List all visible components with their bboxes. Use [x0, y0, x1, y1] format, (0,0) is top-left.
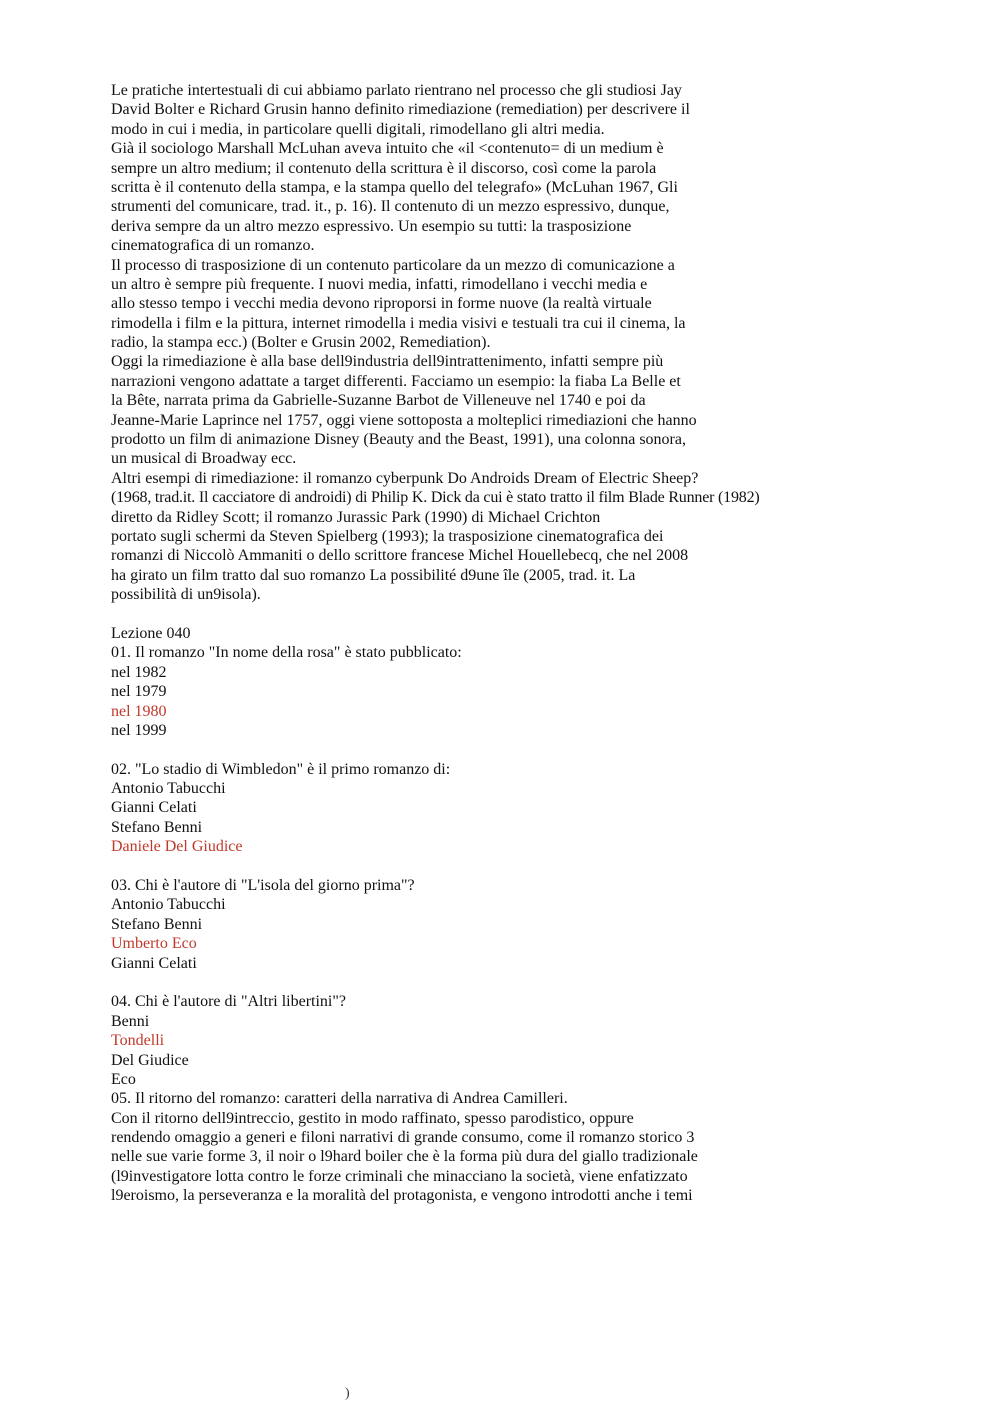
spacer — [111, 605, 760, 624]
intro-line: romanzi di Niccolò Ammaniti o dello scrittore francese Michel Houellebecq, che nel 2008 — [111, 547, 689, 565]
spacer — [111, 973, 760, 992]
answer-option: Eco — [111, 1070, 136, 1088]
answer-option: Del Giudice — [111, 1051, 189, 1069]
answer-line: l9eroismo, la perseveranza e la moralità del protagonista, e vengono introdotti anche i temi — [111, 1187, 693, 1205]
intro-line: Il processo di trasposizione di un contenuto particolare da un mezzo di comunicazione a — [111, 256, 675, 274]
answer-line: nelle sue varie forme 3, il noir o l9hard boiler che è la forma più dura del giallo tradizionale — [111, 1148, 698, 1166]
correct-answer-option: Tondelli — [111, 1032, 165, 1050]
answer-line: (l9investigatore lotta contro le forze criminali che minacciano la società, viene enfatizzato — [111, 1167, 688, 1185]
intro-line: la Bête, narrata prima da Gabrielle-Suzanne Barbot de Villeneuve nel 1740 e poi da — [111, 392, 646, 410]
document-body — [111, 81, 760, 1206]
intro-line: diretto da Ridley Scott; il romanzo Jurassic Park (1990) di Michael Crichton — [111, 508, 601, 526]
question-block-03 — [111, 876, 760, 973]
intro-line: portato sugli schermi da Steven Spielberg (1993); la trasposizione cinematografica dei — [111, 527, 664, 545]
intro-line: rimodella i film e la pittura, internet rimodella i media visivi e testuali tra cui il cinema, la — [111, 314, 686, 332]
answer-option: nel 1999 — [111, 721, 167, 739]
answer-option: Stefano Benni — [111, 915, 203, 933]
intro-line: un musical di Broadway ecc. — [111, 450, 297, 468]
lesson-title: Lezione 040 — [111, 624, 191, 642]
intro-line: narrazioni vengono adattate a target differenti. Facciamo un esempio: la fiaba La Belle et — [111, 372, 681, 390]
intro-line: prodotto un film di animazione Disney (Beauty and the Beast, 1991), una colonna sonora, — [111, 431, 686, 449]
answer-option: Antonio Tabucchi — [111, 896, 226, 914]
correct-answer-option: Daniele Del Giudice — [111, 838, 243, 856]
intro-line: modo in cui i media, in particolare quelli digitali, rimodellano gli altri media. — [111, 120, 605, 138]
intro-line: strumenti del comunicare, trad. it., p. 16). Il contenuto di un mezzo espressivo, dunque, — [111, 198, 670, 216]
intro-line: Jeanne-Marie Laprince nel 1757, oggi viene sottoposta a molteplici rimediazioni che hanno — [111, 411, 697, 429]
spacer — [111, 740, 760, 759]
answer-line: Con il ritorno dell9intreccio, gestito in modo raffinato, spesso parodistico, oppure — [111, 1109, 634, 1127]
question-block-01 — [111, 643, 760, 740]
answer-option: Gianni Celati — [111, 954, 197, 972]
intro-line: (1968, trad.it. Il cacciatore di androidi) di Philip K. Dick da cui è stato tratto il film Blade Runner (1982) — [111, 489, 760, 507]
question-block-02 — [111, 760, 760, 857]
answer-option: nel 1979 — [111, 683, 167, 701]
intro-line: Oggi la rimediazione è alla base dell9industria dell9intrattenimento, infatti sempre più — [111, 353, 664, 371]
spacer — [111, 857, 760, 876]
intro-line: deriva sempre da un altro mezzo espressivo. Un esempio su tutti: la trasposizione — [111, 217, 632, 235]
answer-option: nel 1982 — [111, 663, 167, 681]
intro-line: scritta è il contenuto della stampa, e la stampa quello del telegrafo» (McLuhan 1967, Gli — [111, 178, 678, 196]
intro-line: un altro è sempre più frequente. I nuovi media, infatti, rimodellano i vecchi media e — [111, 275, 648, 293]
intro-line: allo stesso tempo i vecchi media devono riproporsi in forme nuove (la realtà virtuale — [111, 295, 652, 313]
question-block-04 — [111, 992, 760, 1089]
intro-line: possibilità di un9isola). — [111, 586, 261, 604]
header-mark: ——— — [492, 0, 510, 3]
question-text: 02. "Lo stadio di Wimbledon" è il primo romanzo di: — [111, 760, 451, 778]
question-text: 01. Il romanzo "In nome della rosa" è stato pubblicato: — [111, 644, 462, 662]
question-text: 05. Il ritorno del romanzo: caratteri della narrativa di Andrea Camilleri. — [111, 1090, 568, 1108]
intro-line: David Bolter e Richard Grusin hanno definito rimediazione (remediation) per descrivere il — [111, 101, 690, 119]
intro-line: ha girato un film tratto dal suo romanzo La possibilité d9une île (2005, trad. it. La — [111, 566, 636, 584]
intro-line: Altri esempi di rimediazione: il romanzo cyberpunk Do Androids Dream of Electric Sheep? — [111, 469, 699, 487]
answer-option: Benni — [111, 1012, 150, 1030]
intro-line: Già il sociologo Marshall McLuhan aveva intuito che «il <contenuto= di un medium è — [111, 140, 664, 158]
intro-line: Le pratiche intertestuali di cui abbiamo parlato rientrano nel processo che gli studiosi Jay — [111, 82, 682, 99]
intro-section — [111, 81, 760, 605]
answer-option: Gianni Celati — [111, 799, 197, 817]
question-block-05 — [111, 1089, 760, 1205]
correct-answer-option: nel 1980 — [111, 702, 167, 720]
question-text: 03. Chi è l'autore di "L'isola del giorno prima"? — [111, 877, 415, 895]
answer-line: rendendo omaggio a generi e filoni narrativi di grande consumo, come il romanzo storico 3 — [111, 1129, 695, 1147]
intro-line: radio, la stampa ecc.) (Bolter e Grusin 2002, Remediation). — [111, 334, 491, 352]
intro-line: sempre un altro medium; il contenuto della scrittura è il discorso, così come la parola — [111, 159, 657, 177]
answer-option: Antonio Tabucchi — [111, 780, 226, 798]
answer-option: Stefano Benni — [111, 818, 203, 836]
footer-mark: ) — [345, 1386, 350, 1401]
question-text: 04. Chi è l'autore di "Altri libertini"? — [111, 993, 347, 1011]
correct-answer-option: Umberto Eco — [111, 935, 197, 953]
intro-line: cinematografica di un romanzo. — [111, 237, 315, 255]
